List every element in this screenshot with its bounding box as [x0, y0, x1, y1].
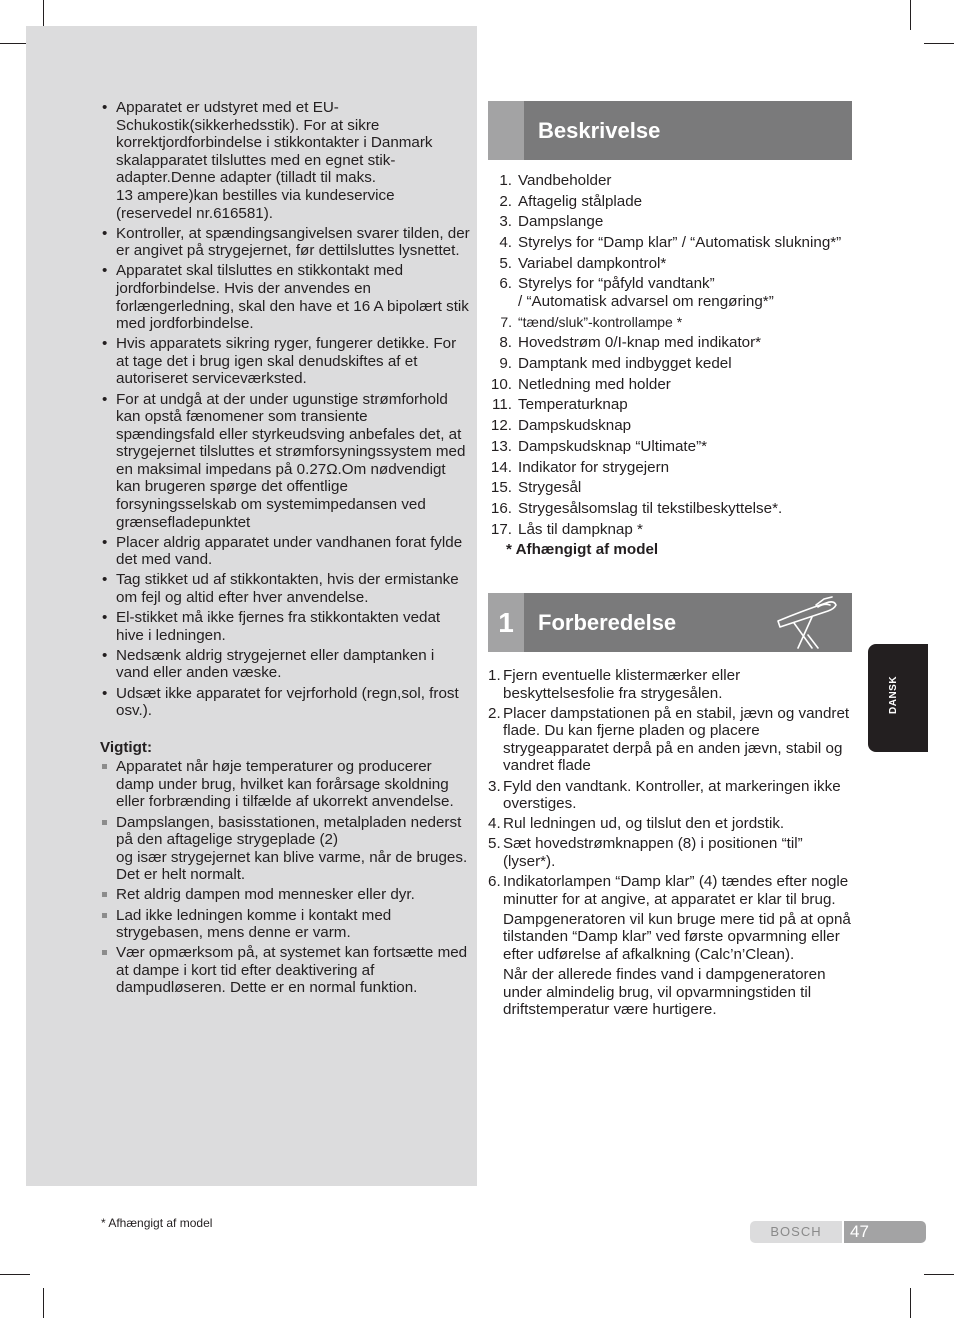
list-item: • Apparatet er udstyret med et EU- Schukostik(sikkerhedsstik). For at sikre korrektjordforbindelse i stikkontakter i Danmark skalapparatet tilsluttes med en egnet stik-adapter.Denne adapter (tilladt til maks. 13 ampere)kan bestilles via kundeservice (reservedel nr.616581). [100, 99, 470, 222]
list-item: • For at undgå at der under ugunstige strømforhold kan opstå fænomener som transiente spændingsfald eller styrkeudsving anbefales det, at strygejernet tilsluttes et strømforsyningssystem med en maksimal impedans på 0.27Ω.Om nødvendigt kan brugeren spørge det offentlige forsyningsselskab om systemimpedansen ved grænsefladepunktet [100, 391, 470, 532]
list-item [488, 193, 852, 211]
step-text: Indikatorlampen “Damp klar” (4) tændes efter nogle minutter for at angive, at apparatet er klar til brug. [503, 873, 849, 908]
item-number: 17. [490, 520, 512, 538]
item-number: 13. [490, 437, 512, 455]
list-item [488, 778, 852, 813]
item-text: Hovedstrøm 0/I-knap med indikator* [518, 334, 762, 352]
page-footer [750, 1221, 926, 1243]
preparation-section [488, 667, 852, 1019]
list-item: • Tag stikket ud af stikkontakten, hvis der ermistanke om fejl og altid efter hver anvendelse. [100, 571, 470, 606]
list-item: Lad ikke ledningen komme i kontakt med strygebasen, mens denne er varm. [100, 907, 470, 942]
step-number: 3. [488, 777, 501, 795]
section-header-forberedelse [488, 593, 852, 652]
list-item [488, 275, 852, 310]
list-item [488, 479, 852, 497]
parts-list-section [488, 172, 852, 559]
item-text: Damptank med indbygget kedel [518, 355, 732, 373]
section-title: Beskrivelse [538, 118, 661, 143]
item-text: Dampslange [518, 213, 604, 231]
list-item: • Apparatet skal tilsluttes en stikkontakt med jordforbindelse. Hvis der anvendes en forlængerledning, skal den have et 16 A bipolært stik med jordforbindelse. [100, 262, 470, 332]
crop-mark [910, 0, 911, 30]
list-item [488, 355, 852, 373]
list-item: • Nedsænk aldrig strygejernet eller damptanken i vand eller anden væske. [100, 647, 470, 682]
list-item: Dampslangen, basisstationen, metalpladen nederst på den aftagelige strygeplade (2) og især strygejernet kan blive varme, når de bruges. Det er helt normalt. [100, 814, 470, 884]
list-item: Apparatet når høje temperaturer og producerer damp under brug, hvilket kan forårsage skoldning eller forbrænding i tilfælde af ukorrekt anvendelse. [100, 758, 470, 811]
item-number: 8. [499, 334, 512, 352]
item-number: 15. [490, 479, 512, 497]
list-item [488, 376, 852, 394]
item-text: Temperaturknap [518, 396, 628, 414]
step-text: Rul ledningen ud, og tilslut den et jordstik. [503, 815, 785, 833]
item-text: Styrelys for “Damp klar” / “Automatisk slukning*” [518, 234, 842, 252]
page-number: 47 [850, 1222, 869, 1241]
item-number: 6. [499, 275, 512, 293]
item-number: 4. [499, 234, 512, 252]
list-item [488, 255, 852, 273]
list-item [488, 234, 852, 252]
list-item [488, 705, 852, 775]
step-text: Fjern eventuelle klistermærker eller beskyttelsesfolie fra strygesålen. [503, 667, 741, 702]
list-item [488, 500, 852, 518]
list-item [488, 521, 852, 539]
divider [842, 1221, 844, 1243]
preparation-steps [488, 667, 852, 908]
brand-label: BOSCH [750, 1221, 842, 1243]
list-item: • Placer aldrig apparatet under vandhanen forat fylde det med vand. [100, 534, 470, 569]
list-item: Ret aldrig dampen mod mennesker eller dyr. [100, 886, 470, 904]
item-number: 1. [499, 172, 512, 189]
list-item [488, 213, 852, 231]
list-item [488, 172, 852, 190]
important-heading: Vigtigt: [100, 738, 153, 756]
step-text: Fyld den vandtank. Kontroller, at markeringen ikke overstiges. [503, 777, 841, 813]
ironing-board-icon [772, 593, 852, 652]
item-text: Vandbeholder [518, 172, 612, 189]
item-text: Indikator for strygejern [518, 458, 670, 476]
step-number: 4. [488, 815, 501, 833]
item-text: Variabel dampkontrol* [518, 254, 667, 272]
step-text: Sæt hovedstrømknappen (8) i positionen “til” (lyser*). [503, 835, 803, 870]
crop-mark [924, 43, 954, 44]
item-text: Dampskudsknap “Ultimate”* [518, 437, 708, 455]
list-item: Vær opmærksom på, at systemet kan fortsætte med at dampe i kort tid efter deaktivering af dampudløseren. Dette er en normal funktion. [100, 944, 470, 997]
item-number: 3. [499, 213, 512, 231]
list-item [488, 334, 852, 352]
list-item: • El-stikket må ikke fjernes fra stikkontakten vedat hive i ledningen. [100, 609, 470, 644]
language-tab [868, 644, 928, 752]
list-item [488, 815, 852, 833]
paragraph: Når der allerede findes vand i dampgeneratoren under almindelig brug, vil opvarmningstiden til driftstemperatur være hurtigere. [503, 966, 826, 1019]
safety-content [100, 99, 470, 1000]
crop-mark [0, 1274, 30, 1275]
step-number: 5. [488, 835, 501, 853]
item-text: Strygesålsomslag til tekstilbeskyttelse*. [518, 499, 783, 517]
item-text: Aftagelig stålplade [518, 192, 643, 210]
list-item: • Hvis apparatets sikring ryger, fungerer detikke. For at tage det i brug igen skal denudskiftes af et autoriseret serviceværksted. [100, 335, 470, 388]
item-number: 11. [492, 396, 512, 414]
crop-mark [924, 1274, 954, 1275]
list-item [488, 667, 852, 702]
footnote: * Afhængigt af model [101, 1216, 213, 1230]
list-item [488, 835, 852, 870]
language-label: DANSK [888, 675, 899, 714]
item-number: 7. [500, 313, 512, 330]
item-number: 16. [490, 499, 512, 517]
list-item [488, 438, 852, 456]
model-note: * Afhængigt af model [506, 541, 659, 559]
item-number: 14. [490, 458, 512, 476]
list-item [488, 459, 852, 477]
list-item [488, 314, 852, 332]
important-list [100, 758, 470, 997]
item-text: Dampskudsknap [518, 417, 632, 435]
item-text: Styrelys for “påfyld vandtank” / “Automatisk advarsel om rengøring*” [518, 275, 774, 311]
list-item: • Udsæt ikke apparatet for vejrforhold (regn,sol, frost osv.). [100, 685, 470, 720]
step-number: 1. [488, 667, 501, 684]
item-text: Netledning med holder [518, 375, 671, 393]
step-number: 2. [488, 704, 501, 722]
item-number: 12. [490, 417, 512, 435]
item-text: Lås til dampknap * [518, 520, 643, 538]
crop-mark [910, 1288, 911, 1318]
parts-list [488, 172, 852, 538]
section-number: 1 [488, 593, 524, 652]
item-number: 9. [499, 355, 512, 373]
section-tab [488, 101, 524, 160]
paragraph: Dampgeneratoren vil kun bruge mere tid på at opnå tilstanden “Damp klar” ved første opvarmning eller efter udførelse af afkalkning (Calc’n’Clean). [503, 910, 851, 963]
section-header-beskrivelse [488, 101, 852, 160]
list-item [488, 873, 852, 908]
step-text: Placer dampstationen på en stabil, jævn og vandret flade. Du kan fjerne pladen og placere strygeapparatet derpå på en anden jævn, stabil og vandret flade [503, 704, 850, 775]
item-text: Strygesål [518, 479, 582, 497]
item-number: 10. [490, 375, 512, 393]
list-item: • Kontroller, at spændingsangivelsen svarer tilden, der er angivet på strygejernet, før dettilsluttes lysnettet. [100, 225, 470, 260]
crop-mark [43, 1288, 44, 1318]
item-number: 2. [499, 192, 512, 210]
step-number: 6. [488, 873, 501, 891]
item-text: “tænd/sluk”-kontrollampe * [518, 313, 683, 330]
safety-list [100, 99, 470, 720]
list-item [488, 417, 852, 435]
item-number: 5. [499, 254, 512, 272]
section-title: Forberedelse [538, 610, 677, 635]
list-item [488, 396, 852, 414]
